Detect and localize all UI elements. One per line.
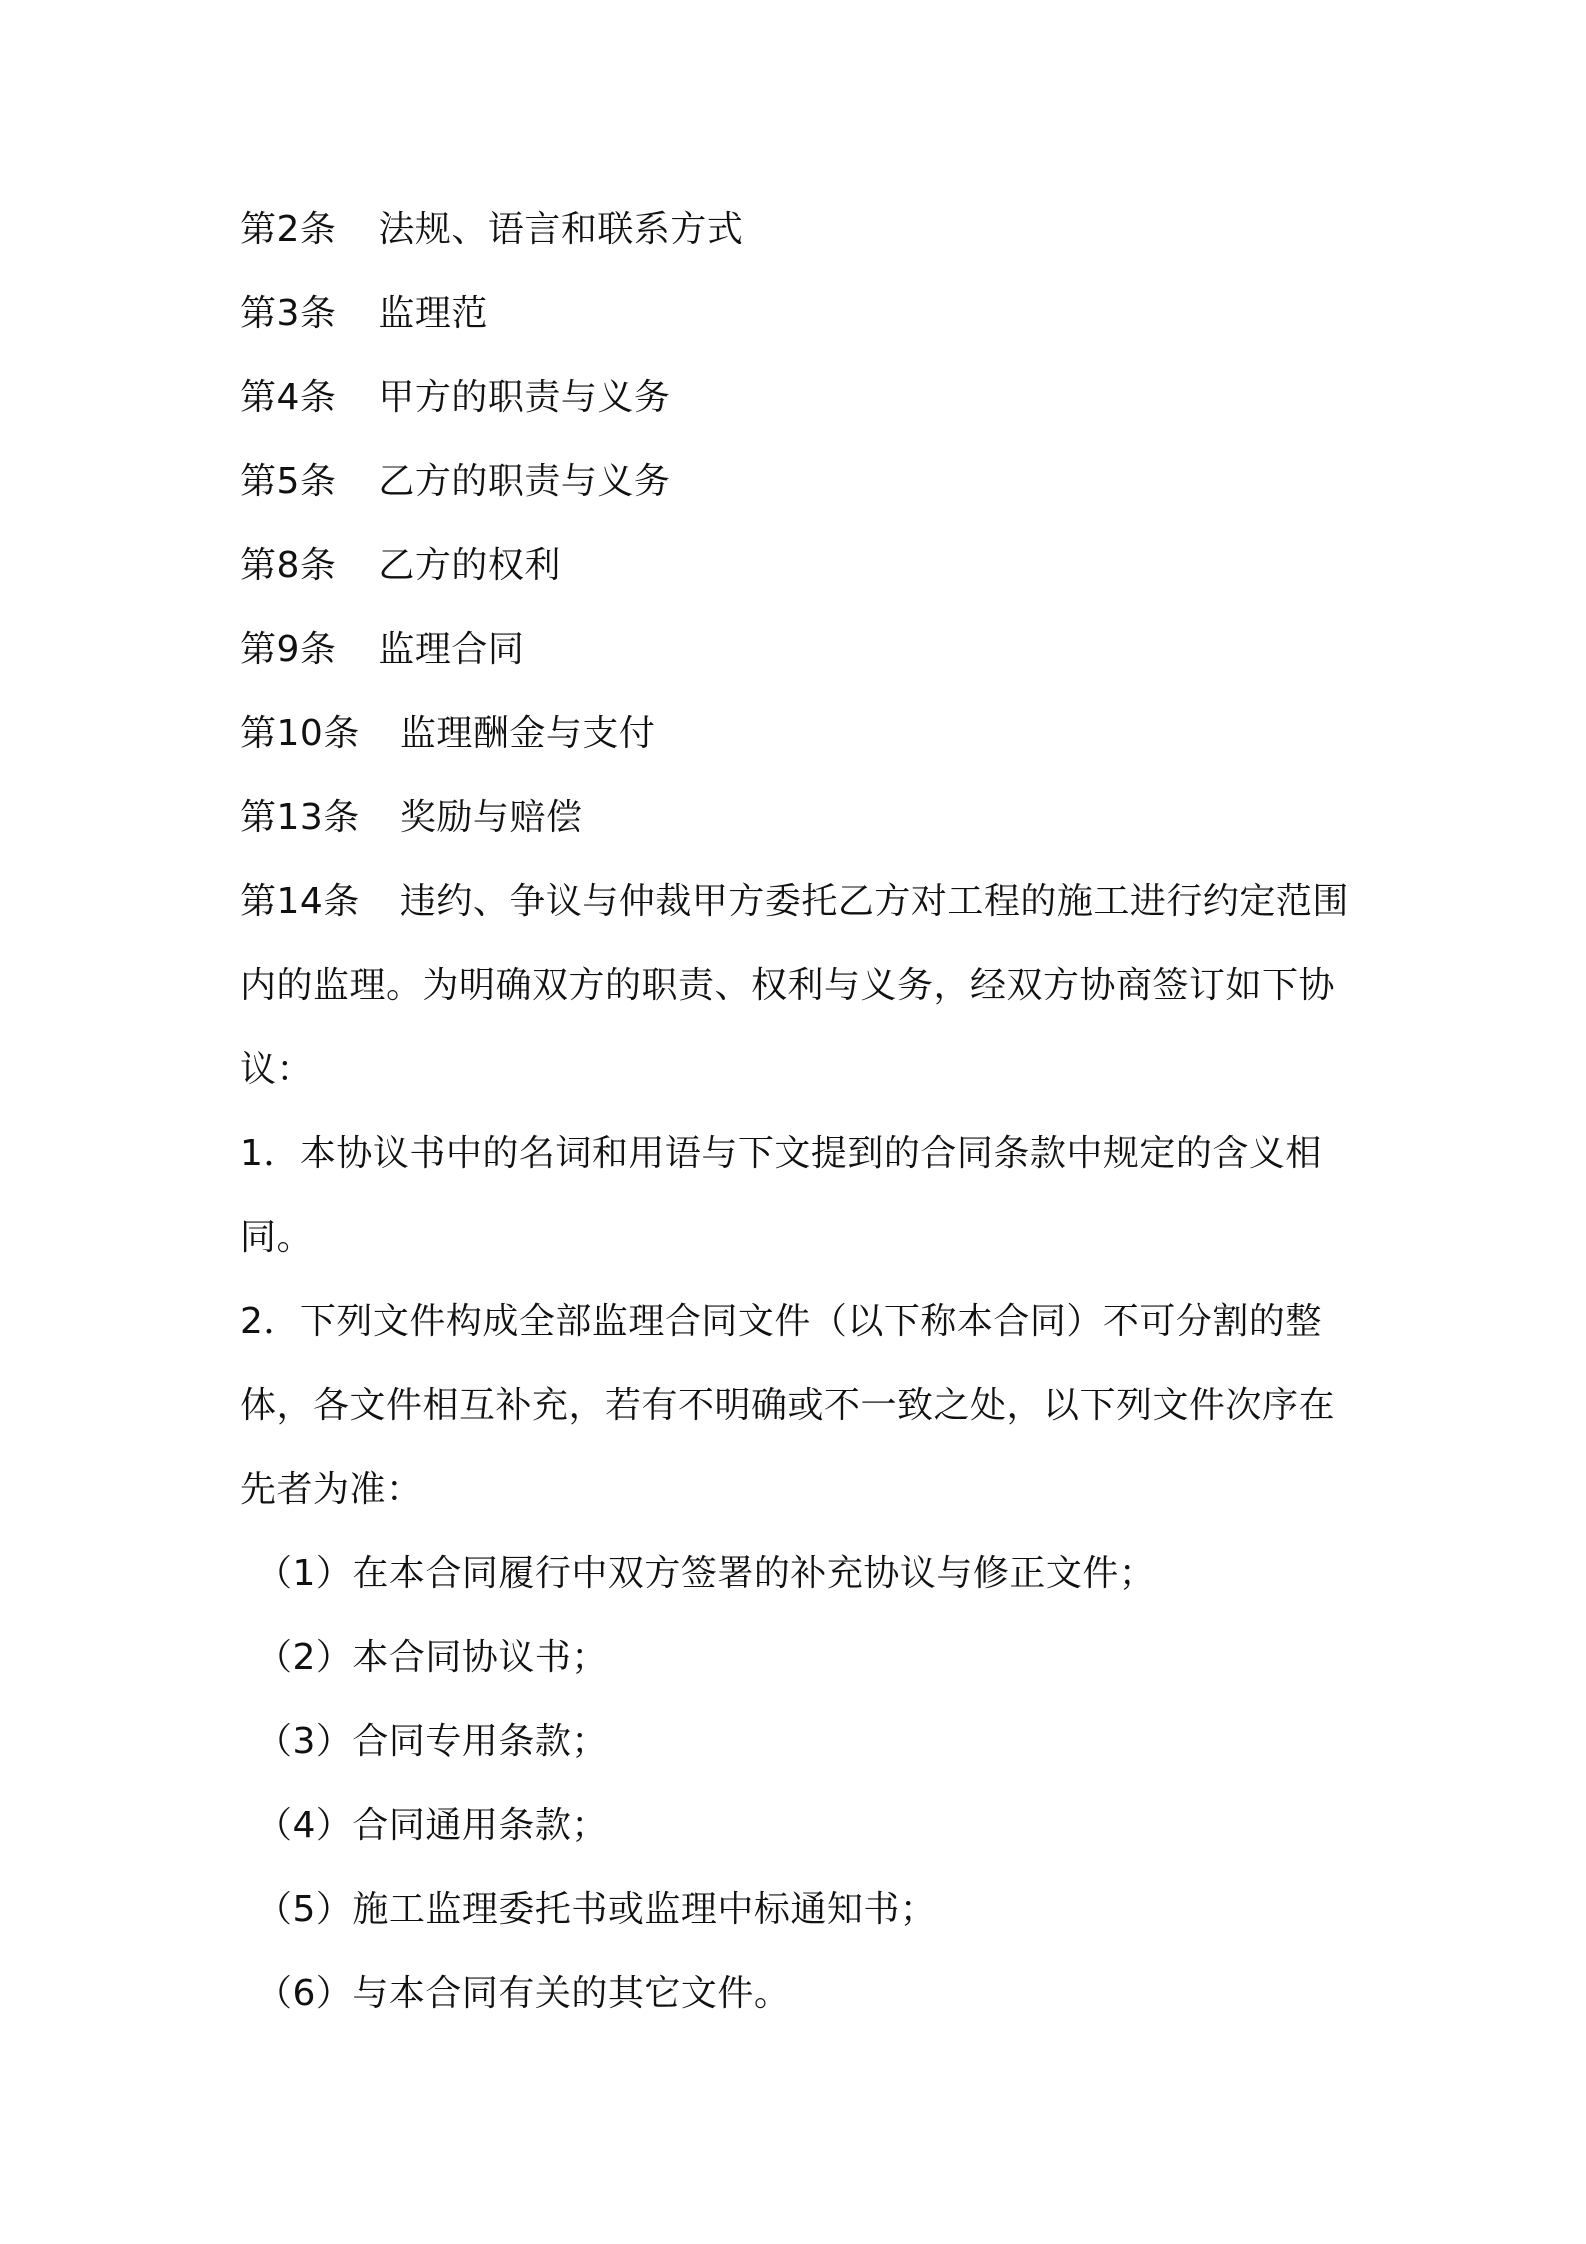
list-item: （1）在本合同履行中双方签署的补充协议与修正文件； bbox=[256, 1553, 1156, 1594]
list-item: （2）本合同协议书； bbox=[256, 1637, 608, 1678]
toc-item-10 bbox=[240, 712, 655, 756]
article-title: 奖励与赔偿 bbox=[399, 797, 583, 838]
article-number: 第5条 bbox=[240, 461, 337, 502]
article-title: 违约、争议与仲裁甲方委托乙方对工程的施工进行约定范围 bbox=[399, 881, 1349, 922]
clause-1-line: 1．本协议书中的名词和用语与下文提到的合同条款中规定的含义相 bbox=[240, 1133, 1322, 1174]
toc-item-9 bbox=[240, 628, 524, 672]
article-number: 第9条 bbox=[240, 629, 337, 670]
article-title: 监理合同 bbox=[378, 629, 525, 670]
article-number: 第2条 bbox=[240, 209, 337, 250]
article-title: 监理酬金与支付 bbox=[399, 713, 656, 754]
list-item: （4）合同通用条款； bbox=[256, 1805, 608, 1846]
article-number: 第14条 bbox=[240, 881, 360, 922]
clause-1-line: 同。 bbox=[240, 1217, 314, 1258]
list-item: （5）施工监理委托书或监理中标通知书； bbox=[256, 1889, 937, 1930]
article-title: 监理范 bbox=[378, 293, 488, 334]
toc-item-3 bbox=[240, 292, 488, 336]
toc-item-14 bbox=[240, 880, 1349, 924]
toc-item-4 bbox=[240, 376, 670, 420]
article-number: 第8条 bbox=[240, 545, 337, 586]
toc-item-2 bbox=[240, 208, 743, 252]
toc-item-5 bbox=[240, 460, 670, 504]
article-title: 甲方的职责与义务 bbox=[378, 377, 671, 418]
body-line: 内的监理。为明确双方的职责、权利与义务，经双方协商签订如下协 bbox=[240, 965, 1336, 1006]
clause-2-line: 先者为准： bbox=[240, 1469, 423, 1510]
article-title: 法规、语言和联系方式 bbox=[378, 209, 744, 250]
article-title: 乙方的职责与义务 bbox=[378, 461, 671, 502]
body-line: 议： bbox=[240, 1049, 314, 1090]
article-number: 第13条 bbox=[240, 797, 360, 838]
toc-item-13 bbox=[240, 796, 582, 840]
article-number: 第4条 bbox=[240, 377, 337, 418]
article-number: 第10条 bbox=[240, 713, 360, 754]
clause-2-line: 体，各文件相互补充，若有不明确或不一致之处，以下列文件次序在 bbox=[240, 1385, 1336, 1426]
list-item: （6）与本合同有关的其它文件。 bbox=[256, 1973, 791, 2014]
list-item: （3）合同专用条款； bbox=[256, 1721, 608, 1762]
clause-2-line: 2．下列文件构成全部监理合同文件（以下称本合同）不可分割的整 bbox=[240, 1301, 1322, 1342]
toc-item-8 bbox=[240, 544, 561, 588]
article-title: 乙方的权利 bbox=[378, 545, 561, 586]
article-number: 第3条 bbox=[240, 293, 337, 334]
